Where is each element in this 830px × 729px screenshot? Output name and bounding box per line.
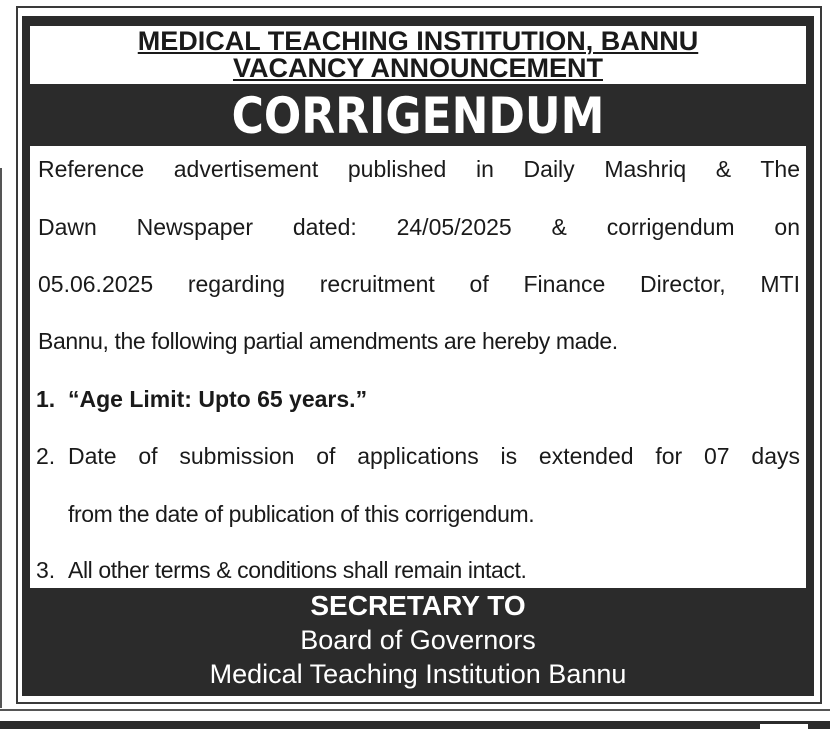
item-text: All other terms & conditions shall remain intact. bbox=[68, 557, 527, 583]
corrigendum-title: CORRIGENDUM bbox=[231, 87, 605, 145]
item-number: 3. bbox=[36, 557, 56, 583]
header-box bbox=[30, 26, 806, 84]
item-number: 1. bbox=[36, 386, 56, 412]
left-border-line bbox=[0, 168, 2, 708]
item-text: from the date of publication of this corrigendum. bbox=[68, 501, 535, 527]
signatory-institution: Medical Teaching Institution Bannu bbox=[209, 659, 627, 689]
signatory-title: SECRETARY TO bbox=[310, 590, 526, 621]
paragraph-line: Dawn Newspaper dated: 24/05/2025 & corrigendum on bbox=[38, 214, 800, 240]
item-number: 2. bbox=[36, 443, 56, 469]
next-ad-notch bbox=[760, 724, 808, 729]
page-divider bbox=[0, 709, 830, 711]
institution-heading: MEDICAL TEACHING INSTITUTION, BANNU bbox=[137, 26, 699, 56]
vacancy-heading: VACANCY ANNOUNCEMENT bbox=[232, 53, 603, 83]
paragraph-line: 05.06.2025 regarding recruitment of Finance Director, MTI bbox=[38, 271, 800, 297]
notice-body bbox=[30, 146, 806, 588]
next-ad-edge bbox=[0, 721, 830, 729]
item-text: “Age Limit: Upto 65 years.” bbox=[68, 386, 368, 412]
item-text: Date of submission of applications is extended for 07 days bbox=[68, 443, 800, 469]
signatory-board: Board of Governors bbox=[300, 625, 536, 655]
paragraph-line: Bannu, the following partial amendments are hereby made. bbox=[38, 328, 618, 354]
paragraph-line: Reference advertisement published in Daily Mashriq & The bbox=[38, 156, 800, 182]
